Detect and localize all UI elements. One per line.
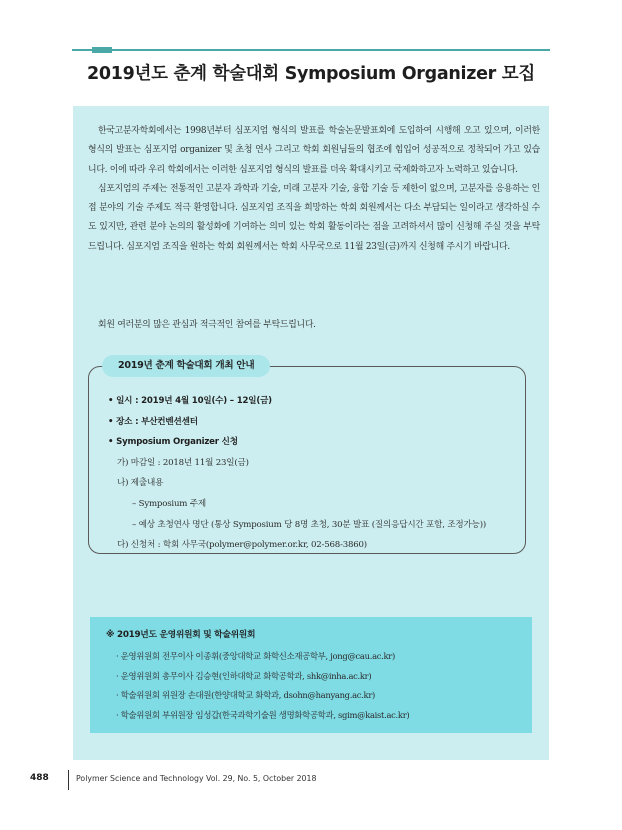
info-list <box>108 391 518 556</box>
journal-citation: Polymer Science and Technology Vol. 29, No. 5, October 2018 <box>76 774 317 783</box>
committee-member: · 운영위원회 총무이사 김승현(인하대학교 화학공학과, shk@inha.ac.kr) <box>116 670 372 681</box>
committee-list <box>116 647 526 725</box>
intro-paragraph-1: 한국고분자학회에서는 1998년부터 심포지엄 형식의 발표를 학술논문발표회에 도입하여 시행해 오고 있으며, 이러한 형식의 발표는 심포지엄 organizer 및 초청 연사 그리고 학회 회원님들의 협조에 힘입어 성공적으로 정착되어 가고 있습니다. 이에 따라 우리 학회에서는 이러한 심포지엄 형식의 발표를 더욱 확대시키고 국제화하고자 노력하고 있습니다. <box>88 126 540 175</box>
committee-heading: ※ 2019년도 운영위원회 및 학술위원회 <box>106 630 256 640</box>
page-title: 2019년도 춘계 학술대회 Symposium Organizer 모집 <box>86 64 535 84</box>
info-date: • 일시 : 2019년 4월 10일(수) – 12일(금) <box>108 396 272 406</box>
top-rule <box>72 49 550 51</box>
committee-box <box>90 617 532 733</box>
committee-member: · 학술위원회 위원장 손대원(한양대학교 화학과, dsohn@hanyang.ac.kr) <box>116 690 375 701</box>
intro-section <box>88 122 540 257</box>
info-heading: 2019년 춘계 학술대회 개최 안내 <box>102 355 270 377</box>
top-rule-accent <box>92 47 112 53</box>
info-submit-to: 다) 신청처 : 학회 사무국(polymer@polymer.or.kr, 02-568-3860) <box>117 540 367 551</box>
closing-text: 회원 여러분의 많은 관심과 적극적인 참여를 부탁드립니다. <box>98 320 316 330</box>
committee-member: · 운영위원회 전무이사 이종휘(중앙대학교 화학신소재공학부, jong@cau.ac.kr) <box>116 651 395 661</box>
info-deadline: 가) 마감일 : 2018년 11월 23일(금) <box>117 457 249 468</box>
intro-paragraph-2: 심포지엄의 주제는 전통적인 고분자 과학과 기술, 미래 고분자 기술, 융합 기술 등 제한이 없으며, 고분자를 응용하는 인접 분야의 기술 주제도 적극 환영합니다. 심포지엄 조직을 희망하는 학회 회원께서는 다소 부담되는 일이라고 생각하실 수도 있지만, 관련 분야 논의의 활성화에 기여하는 의미 있는 학회 활동이라는 점을 고려하셔서 많이 신청해 주실 것을 부탁 드립니다. 심포지엄 조직을 원하는 학회 회원께서는 학회 사무국으로 11월 23일(금)까지 신청해 주시기 바랍니다. <box>88 183 540 252</box>
footer-divider <box>68 770 69 790</box>
info-contents: 나) 제출내용 <box>117 478 164 489</box>
page-number: 488 <box>30 773 49 783</box>
info-venue: • 장소 : 부산컨벤션센터 <box>108 416 198 427</box>
committee-member: · 학술위원회 부위원장 임성갑(한국과학기술원 생명화학공학과, sgim@kaist.ac.kr) <box>116 709 410 720</box>
info-apply: • Symposium Organizer 신청 <box>108 437 238 448</box>
info-speakers: – 예상 초청연사 명단 (통상 Symposium 당 8명 초청, 30분 발표 (질의응답시간 포함, 조정가능)) <box>132 519 487 530</box>
info-topic: – Symposium 주제 <box>132 498 206 509</box>
